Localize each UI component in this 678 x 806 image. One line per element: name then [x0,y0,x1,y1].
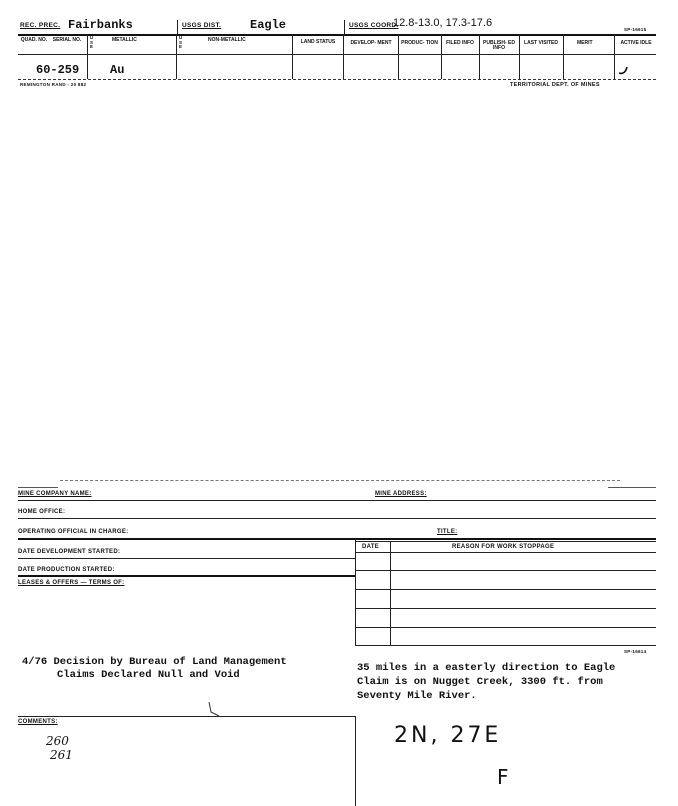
col-use-non-metallic: U S E [178,35,183,50]
leases-offers-label: LEASES & OFFERS — TERMS OF: [18,580,125,586]
col-filed-info: FILED INFO [446,40,474,46]
handwritten-township: 2N, 27E [394,723,502,748]
col-land-status: LAND STATUS [300,39,336,45]
col-last-visited: LAST VISITED [524,40,558,46]
col-active-idle: ACTIVE IDLE [620,40,652,46]
col-non-metallic: NON-METALLIC [208,37,246,43]
quad-serial-value: 60-259 [36,63,80,77]
location-line-1: 35 miles in a easterly direction to Eagle [357,662,616,674]
location-line-3: Seventy Mile River. [357,690,477,702]
usgs-coord-value: 12.8-13.0, 17.3-17.6 [393,17,493,29]
form-number-top: SP-16615 [624,27,647,32]
scan-mark [205,700,225,720]
usgs-dist-label: USGS DIST. [182,22,222,29]
home-office-label: HOME OFFICE: [18,509,66,515]
printer-line: REMINGTON RAND - 20 882 [20,82,87,87]
metallic-value: Au [110,63,125,77]
department-label: TERRITORIAL DEPT. OF MINES [510,82,600,88]
col-published-info: PUBLISH- ED INFO [483,40,515,52]
col-use-metallic: U S E [89,35,94,50]
col-metallic: METALLIC [112,37,137,43]
location-line-2: Claim is on Nugget Creek, 3300 ft. from [357,676,603,688]
col-quad-no: QUAD. NO. [20,37,48,43]
operating-official-label: OPERATING OFFICIAL IN CHARGE: [18,529,129,535]
usgs-coord-label: USGS COORD. [349,22,399,29]
decision-line-1: 4/76 Decision by Bureau of Land Management [22,656,287,668]
decision-line-2: Claims Declared Null and Void [57,669,240,681]
mine-company-name-label: MINE COMPANY NAME: [18,491,92,497]
comments-label: COMMENTS: [18,719,58,725]
rec-prec-value: Fairbanks [68,18,133,32]
handwritten-comment-1: 260 [46,734,69,748]
col-serial-no: SERIAL NO. [52,37,82,43]
date-production-label: DATE PRODUCTION STARTED: [18,567,115,573]
col-merit: MERIT [577,40,593,46]
stoppage-date-header: DATE [362,544,380,550]
form-number-bottom: SP-16614 [624,649,647,654]
mine-address-label: MINE ADDRESS: [375,491,427,497]
stoppage-reason-header: REASON FOR WORK STOPPAGE [452,544,555,550]
idle-check-mark [617,64,631,76]
title-label: TITLE: [437,529,458,535]
col-production: PRODUC- TION [401,40,438,46]
col-development: DEVELOP- MENT [350,40,392,46]
usgs-dist-value: Eagle [250,18,287,32]
date-development-label: DATE DEVELOPMENT STARTED: [18,549,121,555]
handwritten-comment-2: 261 [50,748,73,762]
handwritten-f: F [497,765,509,789]
rec-prec-label: REC. PREC. [20,22,61,29]
